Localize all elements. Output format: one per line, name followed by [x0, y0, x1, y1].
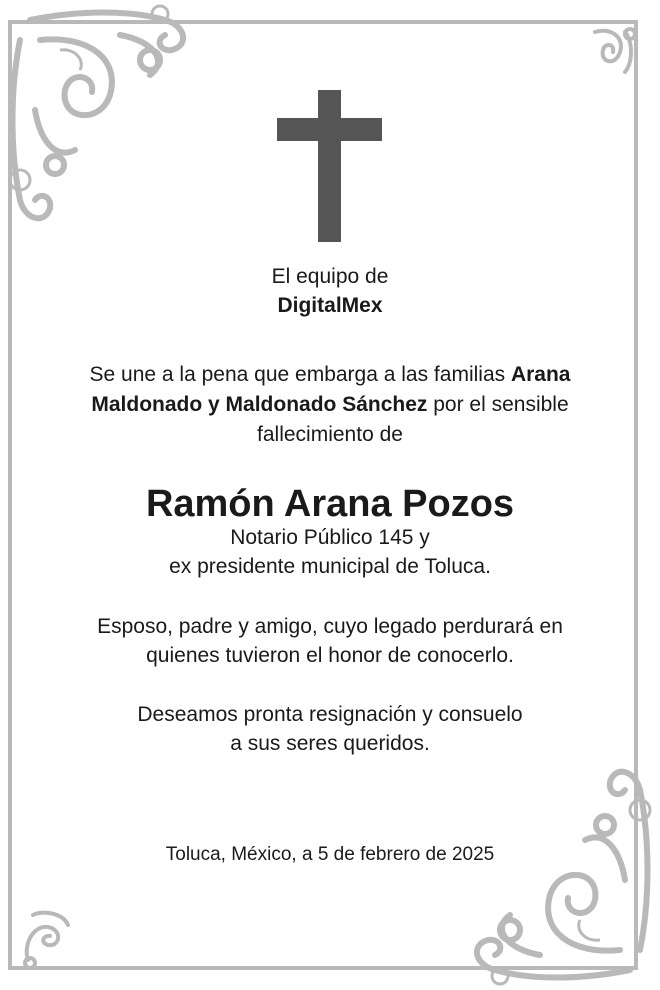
- scroll-flourish-icon: [0, 0, 220, 240]
- wishes-line-2: a sus seres queridos.: [230, 732, 430, 755]
- wishes-text: [0, 700, 660, 758]
- message-text: por el sensible: [427, 393, 569, 416]
- family-name: Arana: [510, 363, 571, 386]
- message-line-1: [0, 360, 660, 390]
- title-line-1: Notario Público 145 y: [230, 526, 430, 549]
- message-line-2: [0, 390, 660, 420]
- message-text: Se une a la pena que embarga a las familias: [89, 363, 511, 386]
- deceased-name-block: [0, 482, 660, 526]
- legacy-line-2: quienes tuvieron el honor de conocerlo.: [146, 644, 514, 667]
- place-and-date: [0, 840, 660, 869]
- scroll-flourish-icon: [440, 750, 660, 990]
- latin-cross-icon: [277, 90, 382, 242]
- dateline-text: Toluca, México, a 5 de febrero de 2025: [165, 844, 495, 865]
- deceased-name: Ramón Arana Pozos: [145, 483, 515, 525]
- title-line-2: ex presidente municipal de Toluca.: [169, 555, 491, 578]
- wishes-line-1: Deseamos pronta resignación y consuelo: [137, 703, 523, 726]
- scroll-flourish-icon: [18, 905, 78, 970]
- legacy-text: [0, 612, 660, 670]
- legacy-line-1: Esposo, padre y amigo, cuyo legado perdurará en: [97, 615, 563, 638]
- intro-line: El equipo de: [271, 265, 389, 288]
- company-name: DigitalMex: [277, 294, 383, 317]
- condolence-message: [0, 360, 660, 450]
- family-names: Maldonado y Maldonado Sánchez: [91, 393, 428, 416]
- scroll-flourish-icon: [585, 22, 640, 82]
- message-line-3: fallecimiento de: [257, 423, 403, 446]
- team-intro: [0, 262, 660, 320]
- deceased-titles: [0, 523, 660, 581]
